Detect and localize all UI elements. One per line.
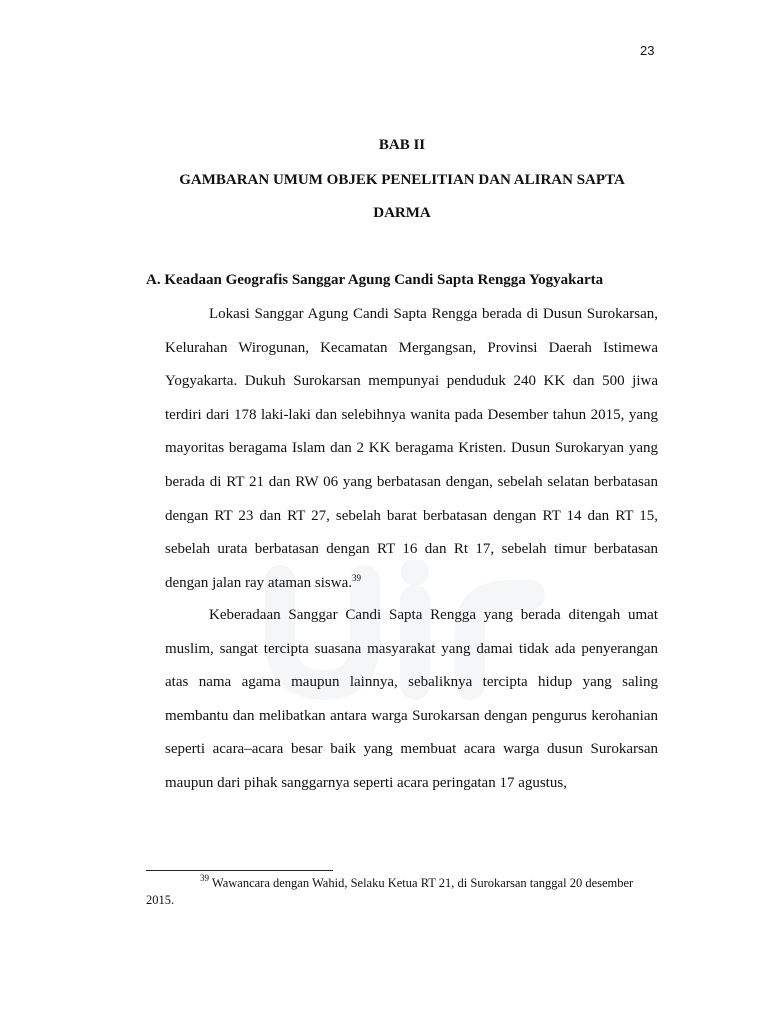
chapter-title-line-1: GAMBARAN UMUM OBJEK PENELITIAN DAN ALIRAN SAPTA <box>179 172 625 188</box>
footnote-text: Wawancara dengan Wahid, Selaku Ketua RT 21, di Surokarsan tanggal 20 desember 2015. <box>146 876 634 907</box>
section-heading: A. Keadaan Geografis Sanggar Agung Candi Sapta Rengga Yogyakarta <box>146 272 604 288</box>
page-number: 23 <box>640 43 655 58</box>
footnote-reference[interactable]: 39 <box>352 572 362 583</box>
paragraph-1 <box>165 298 658 600</box>
paragraph-2 <box>165 599 658 801</box>
footnote-number: 39 <box>200 873 209 883</box>
chapter-label: BAB II <box>378 137 426 153</box>
footnote-divider <box>146 870 333 871</box>
paragraph-2-text: Keberadaan Sanggar Candi Sapta Rengga yang berada ditengah umat muslim, sangat tercipta suasana masyarakat yang damai tidak ada penyerangan atas nama agama maupun lainnya, sebaliknya tercipta hidup yang saling membantu dan melibatkan antara warga Surokarsan dengan pengurus kerohanian seperti acara–acara besar baik yang membuat acara warga dusun Surokarsan maupun dari pihak sanggarnya seperti acara peringatan 17 agustus, <box>165 607 658 791</box>
chapter-title-line-2: DARMA <box>373 205 431 221</box>
paragraph-1-text: Lokasi Sanggar Agung Candi Sapta Rengga berada di Dusun Surokarsan, Kelurahan Wirogunan, Kecamatan Mergangsan, Provinsi Daerah Istimewa Yogyakarta. Dukuh Surokarsan mempunyai penduduk 240 KK dan 500 jiwa terdiri dari 178 laki-laki dan selebihnya wanita pada Desember tahun 2015, yang mayoritas beragama Islam dan 2 KK beragama Kristen. Dusun Surokaryan yang berada di RT 21 dan RW 06 yang berbatasan dengan, sebelah selatan berbatasan dengan RT 23 dan RT 27, sebelah barat berbatasan dengan RT 14 dan RT 15, sebelah urata berbatasan dengan RT 16 dan Rt 17, sebelah timur berbatasan dengan jalan ray ataman siswa. <box>165 306 658 591</box>
footnote <box>146 875 658 909</box>
